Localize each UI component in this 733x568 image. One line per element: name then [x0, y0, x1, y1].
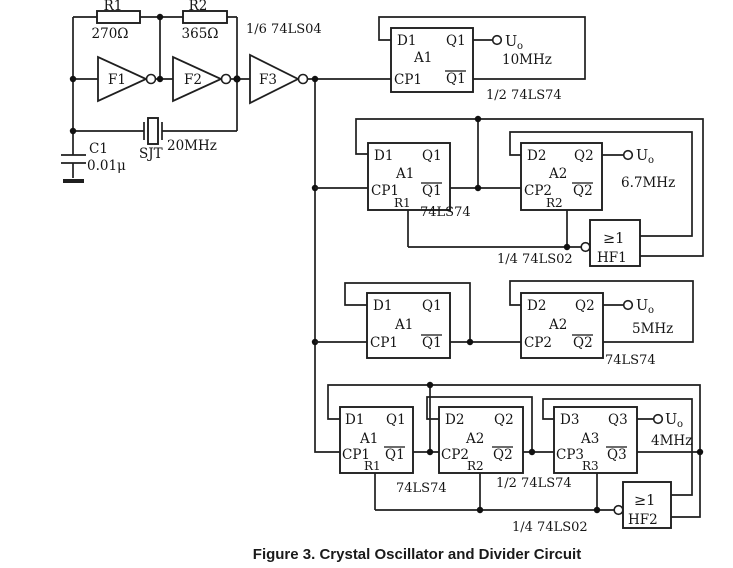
- resistor-r1: [92, 0, 140, 42]
- output-u-label: U: [505, 34, 518, 50]
- flipflop-stage3-a2: [521, 293, 603, 358]
- capacitor-c1-value: 0.01μ: [87, 158, 126, 174]
- ff-name-label: A1: [395, 317, 414, 333]
- inverter-chip-label: 1/6 74LS04: [246, 22, 322, 37]
- ff-qbar-label: Q2: [573, 335, 593, 351]
- resistor-r1-value: 270Ω: [91, 26, 129, 42]
- stage4-divider-4mhz: [328, 382, 703, 535]
- ff-clk-label: CP2: [524, 335, 553, 351]
- flipflop-stage3-a1: [367, 293, 450, 358]
- ff-name-label: A1: [414, 50, 433, 66]
- inverter-f2-bubble-icon: [222, 75, 231, 84]
- stage2-chip-label: 74LS74: [420, 205, 471, 220]
- output-freq-label: 10MHz: [502, 52, 552, 68]
- ff-q-label: Q1: [446, 33, 466, 49]
- output-u-sub: o: [648, 155, 655, 166]
- output-u-sub: o: [677, 419, 684, 430]
- resistor-r1-label: R1: [103, 0, 123, 14]
- clock-bus: [312, 76, 340, 452]
- ff-reset-label: R2: [467, 459, 484, 473]
- stage3-chip-label: 74LS74: [605, 353, 656, 368]
- ff-qbar-label: Q2: [573, 183, 593, 199]
- output-node-icon: [493, 36, 502, 45]
- output-node-icon: [624, 151, 633, 160]
- output-freq-label: 6.7MHz: [621, 175, 676, 191]
- ff-reset-label: R1: [394, 196, 411, 210]
- output-u-sub: o: [648, 305, 655, 316]
- output-terminal-10mhz: [493, 34, 552, 68]
- flipflop-stage2-a1: [368, 143, 450, 210]
- oscillator-section: [61, 0, 394, 181]
- ff-q-label: Q1: [422, 298, 442, 314]
- ff-clk-label: CP1: [342, 447, 371, 463]
- ff-qbar-label: Q2: [493, 447, 513, 463]
- ff-name-label: A3: [581, 431, 600, 447]
- output-u-label: U: [636, 298, 649, 314]
- ff-d-label: D3: [560, 412, 580, 428]
- flipflop-stage2-a2: [521, 143, 602, 210]
- capacitor-c1-label: C1: [89, 141, 108, 157]
- resistor-r2-label: R2: [188, 0, 208, 14]
- ff-reset-label: R1: [364, 459, 381, 473]
- ff-d-label: D1: [345, 412, 365, 428]
- stage4-chip1-label: 74LS74: [396, 481, 447, 496]
- stage1-divider-10mhz: [379, 17, 585, 103]
- capacitor-c1: [61, 141, 126, 181]
- stage1-chip-label: 1/2 74LS74: [486, 88, 562, 103]
- crystal-name-label: SJT: [139, 146, 163, 162]
- output-terminal-6.7mhz: [621, 148, 675, 191]
- nor-gate-hf1: [581, 220, 640, 266]
- inverter-f3-label: F3: [259, 72, 277, 88]
- ff-d-label: D2: [445, 412, 465, 428]
- flipflop-stage4-a2: [439, 407, 523, 473]
- inverter-f3: [250, 55, 308, 103]
- gate-hf2-bubble-icon: [614, 506, 623, 515]
- inverter-f1-bubble-icon: [147, 75, 156, 84]
- ff-d-label: D1: [374, 148, 394, 164]
- ff-qbar-label: Q3: [607, 447, 627, 463]
- output-u-label: U: [636, 148, 649, 164]
- gate-hf2-symbol: ≥1: [634, 493, 656, 509]
- ff-d-label: D2: [527, 298, 547, 314]
- flipflop-stage4-a3: [554, 407, 637, 473]
- ff-d-label: D2: [527, 148, 547, 164]
- ff-q-label: Q2: [575, 298, 595, 314]
- ff-clk-label: CP2: [441, 447, 470, 463]
- ff-name-label: A2: [466, 431, 485, 447]
- output-u-label: U: [665, 412, 678, 428]
- ff-q-label: Q1: [422, 148, 442, 164]
- ff-name-label: A1: [396, 166, 415, 182]
- nor-gate-hf2: [614, 482, 671, 528]
- resistor-r2: [182, 0, 227, 42]
- output-node-icon: [654, 415, 663, 424]
- ff-d-label: D1: [373, 298, 393, 314]
- ff-name-label: A1: [360, 431, 379, 447]
- resistor-r2-value: 365Ω: [181, 26, 219, 42]
- ff-reset-label: R3: [582, 459, 599, 473]
- crystal-freq-label: 20MHz: [167, 138, 217, 154]
- gate-hf1-bubble-icon: [581, 243, 590, 252]
- gate-hf1-label: HF1: [597, 250, 627, 266]
- ff-reset-label: R2: [546, 196, 563, 210]
- inverter-f1-label: F1: [108, 72, 126, 88]
- stage4-chip2-label: 1/2 74LS74: [496, 476, 572, 491]
- flipflop-stage4-a1: [340, 407, 413, 473]
- inverter-f3-bubble-icon: [299, 75, 308, 84]
- output-freq-label: 5MHz: [632, 321, 674, 337]
- stage4-gate-chip-label: 1/4 74LS02: [512, 520, 588, 535]
- ff-clk-label: CP1: [370, 335, 399, 351]
- ff-qbar-label: Q1: [422, 335, 442, 351]
- crystal-sjt: [139, 118, 217, 162]
- ff-q-label: Q2: [574, 148, 594, 164]
- ff-clk-label: CP2: [524, 183, 553, 199]
- output-terminal-4mhz: [651, 412, 692, 449]
- ff-clk-label: CP1: [371, 183, 400, 199]
- stage2-divider-6p7mhz: [315, 116, 703, 267]
- stage3-divider-5mhz: [315, 281, 693, 368]
- ff-q-label: Q2: [494, 412, 514, 428]
- inverter-f2-label: F2: [184, 72, 202, 88]
- gate-hf2-label: HF2: [628, 512, 658, 528]
- inverter-f2: [173, 57, 231, 101]
- output-u-sub: o: [517, 41, 524, 52]
- ff-qbar-label: Q1: [422, 183, 442, 199]
- stage2-gate-chip-label: 1/4 74LS02: [497, 252, 573, 267]
- ff-d-label: D1: [397, 33, 417, 49]
- ff-q-label: Q1: [386, 412, 406, 428]
- output-node-icon: [624, 301, 633, 310]
- ff-clk-label: CP1: [394, 72, 423, 88]
- output-freq-label: 4MHz: [651, 433, 693, 449]
- inverter-f1: [98, 57, 156, 101]
- ff-clk-label: CP3: [556, 447, 585, 463]
- flipflop-stage1-a1: [391, 28, 473, 92]
- figure-caption: Figure 3. Crystal Oscillator and Divider Circuit: [252, 546, 582, 563]
- ff-qbar-label: Q1: [446, 71, 466, 87]
- ff-name-label: A2: [549, 166, 568, 182]
- gate-hf1-symbol: ≥1: [603, 231, 625, 247]
- ff-name-label: A2: [549, 317, 568, 333]
- ff-q-label: Q3: [608, 412, 628, 428]
- ff-qbar-label: Q1: [385, 447, 405, 463]
- output-terminal-5mhz: [624, 298, 674, 337]
